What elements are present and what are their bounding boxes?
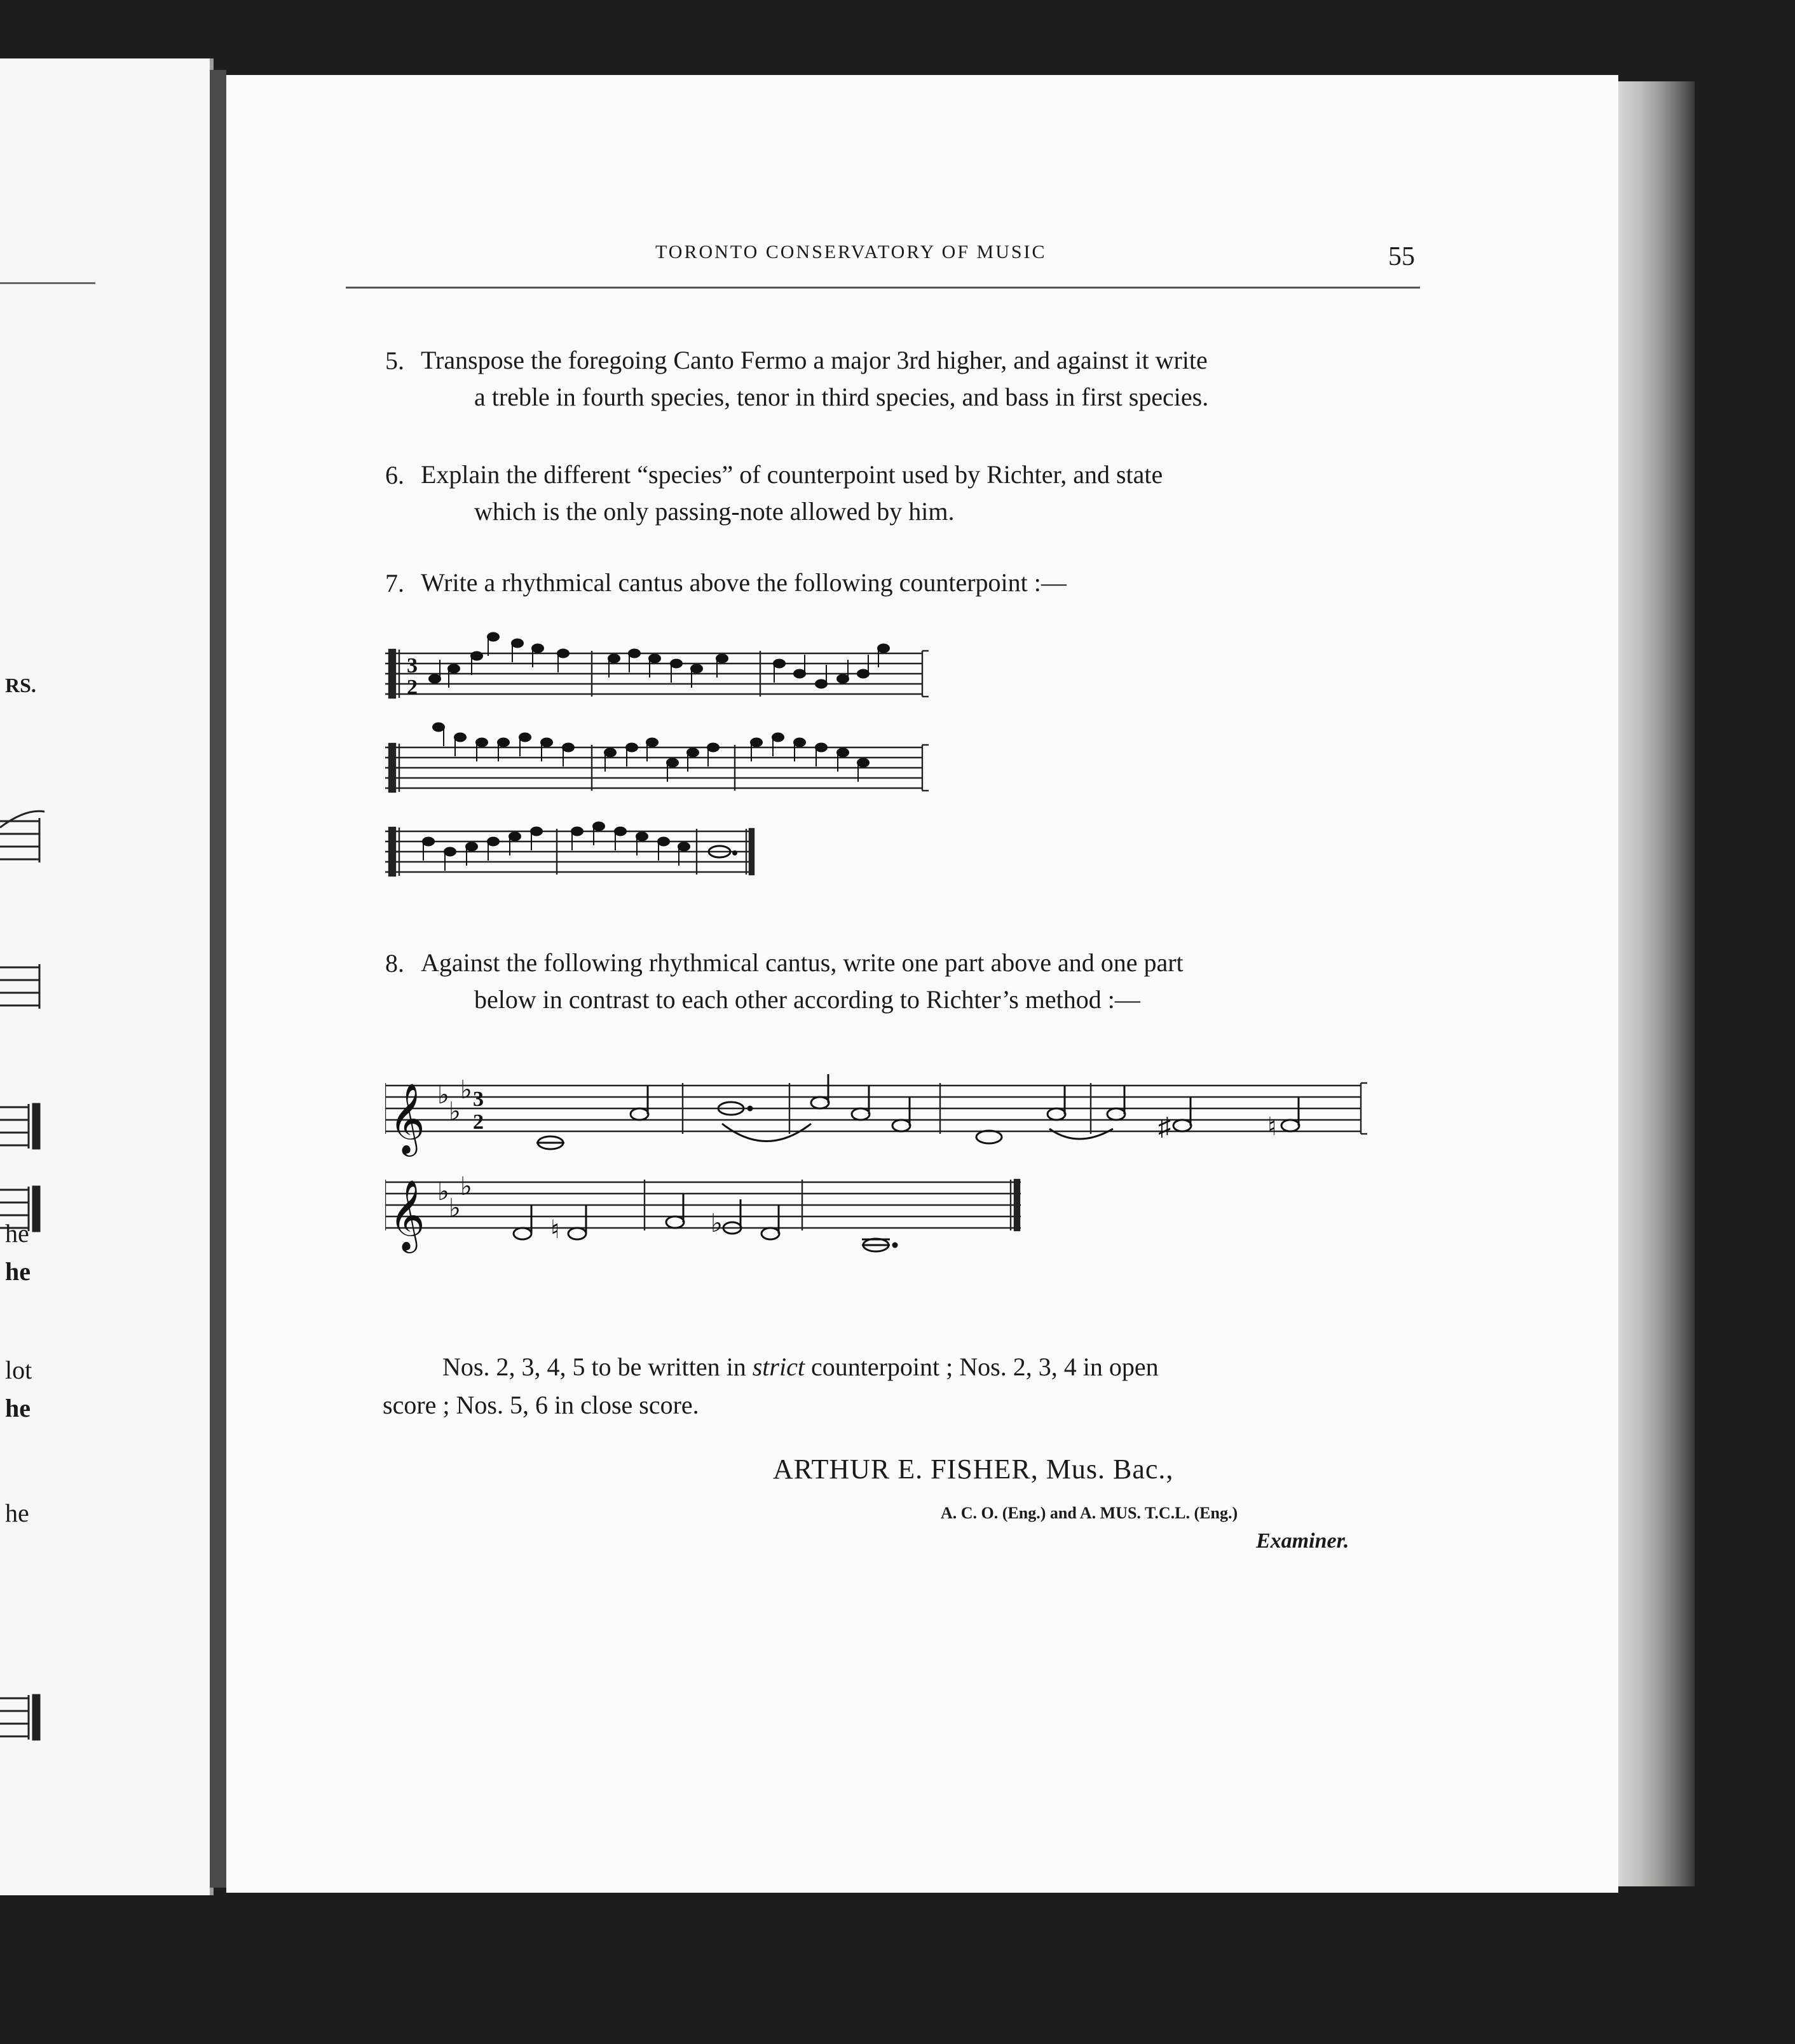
- book-gutter: [210, 70, 226, 1888]
- examiner-qualifications: A. C. O. (Eng.) and A. MUS. T.C.L. (Eng.): [941, 1504, 1238, 1522]
- question-6-line-2: which is the only passing-note allowed by him.: [474, 497, 955, 526]
- header-rule: [346, 287, 1420, 289]
- examiner-title: Examiner.: [1256, 1529, 1349, 1553]
- natural-icon: ♮: [550, 1215, 560, 1244]
- staff-1: [385, 1083, 1367, 1134]
- instructions-note-line-1: Nos. 2, 3, 4, 5 to be written in strict counterpoint ; Nos. 2, 3, 4 in open: [442, 1352, 1159, 1381]
- natural-icon: ♮: [1267, 1112, 1277, 1141]
- q7-time-signature-bottom: 2: [407, 676, 418, 699]
- staff-3-notes: [423, 822, 737, 871]
- staff-2-notes: [433, 723, 869, 782]
- question-number: 6.: [385, 461, 404, 489]
- left-fragment: he: [5, 1499, 29, 1527]
- staff-2-notes: [514, 1194, 897, 1251]
- sharp-icon: ♯: [1158, 1112, 1171, 1141]
- question-8-line-2: below in contrast to each other according to Richter’s method :—: [474, 985, 1140, 1014]
- flat-icon: ♭: [460, 1172, 472, 1201]
- question-7-line-1: Write a rhythmical cantus above the following counterpoint :—: [421, 568, 1067, 597]
- question-number: 5.: [385, 346, 404, 375]
- right-page: [226, 75, 1618, 1893]
- flat-icon: ♭: [449, 1097, 461, 1126]
- question-number: 8.: [385, 949, 404, 978]
- treble-clef-icon: 𝄞: [389, 1181, 425, 1249]
- question-5-line-2: a treble in fourth species, tenor in third species, and bass in first species.: [474, 383, 1209, 411]
- left-fragment: he: [5, 1219, 29, 1248]
- left-fragment: he: [5, 1257, 31, 1286]
- staff-1-notes: [429, 633, 889, 688]
- q7-counterpoint-music: [385, 628, 1478, 895]
- instructions-note-line-2: score ; Nos. 5, 6 in close score.: [383, 1391, 699, 1419]
- q7-time-signature-top: 3: [407, 654, 418, 678]
- question-8-line-1: Against the following rhythmical cantus, write one part above and one part: [421, 948, 1184, 977]
- left-fragment: he: [5, 1394, 31, 1422]
- emphasis: strict: [752, 1352, 805, 1381]
- question-6-line-1: Explain the different “species” of counterpoint used by Richter, and state: [421, 460, 1163, 489]
- left-page-rule: [0, 282, 95, 284]
- page-edges: [1618, 81, 1695, 1886]
- q8-cantus-music: [385, 1047, 1478, 1257]
- flat-icon: ♭: [437, 1177, 449, 1206]
- question-number: 7.: [385, 569, 404, 597]
- running-title: TORONTO CONSERVATORY OF MUSIC: [655, 242, 1047, 262]
- staff-3: [385, 828, 754, 876]
- left-staff-fragments: [0, 783, 51, 1800]
- staff-2: [385, 1180, 1021, 1230]
- question-5-line-1: Transpose the foregoing Canto Fermo a major 3rd higher, and against it write: [421, 346, 1208, 374]
- left-fragment: lot: [5, 1356, 32, 1384]
- treble-clef-icon: 𝄞: [389, 1084, 425, 1152]
- left-page: [0, 58, 214, 1895]
- left-fragment: RS.: [5, 674, 36, 697]
- flat-icon: ♭: [711, 1209, 723, 1237]
- flat-icon: ♭: [449, 1194, 461, 1222]
- q8-time-signature-top: 3: [473, 1087, 484, 1111]
- q8-time-signature-bottom: 2: [473, 1110, 484, 1134]
- flat-icon: ♭: [460, 1075, 472, 1104]
- examiner-name: ARTHUR E. FISHER, Mus. Bac.,: [773, 1454, 1174, 1485]
- flat-icon: ♭: [437, 1080, 449, 1109]
- page-number: 55: [1388, 242, 1415, 271]
